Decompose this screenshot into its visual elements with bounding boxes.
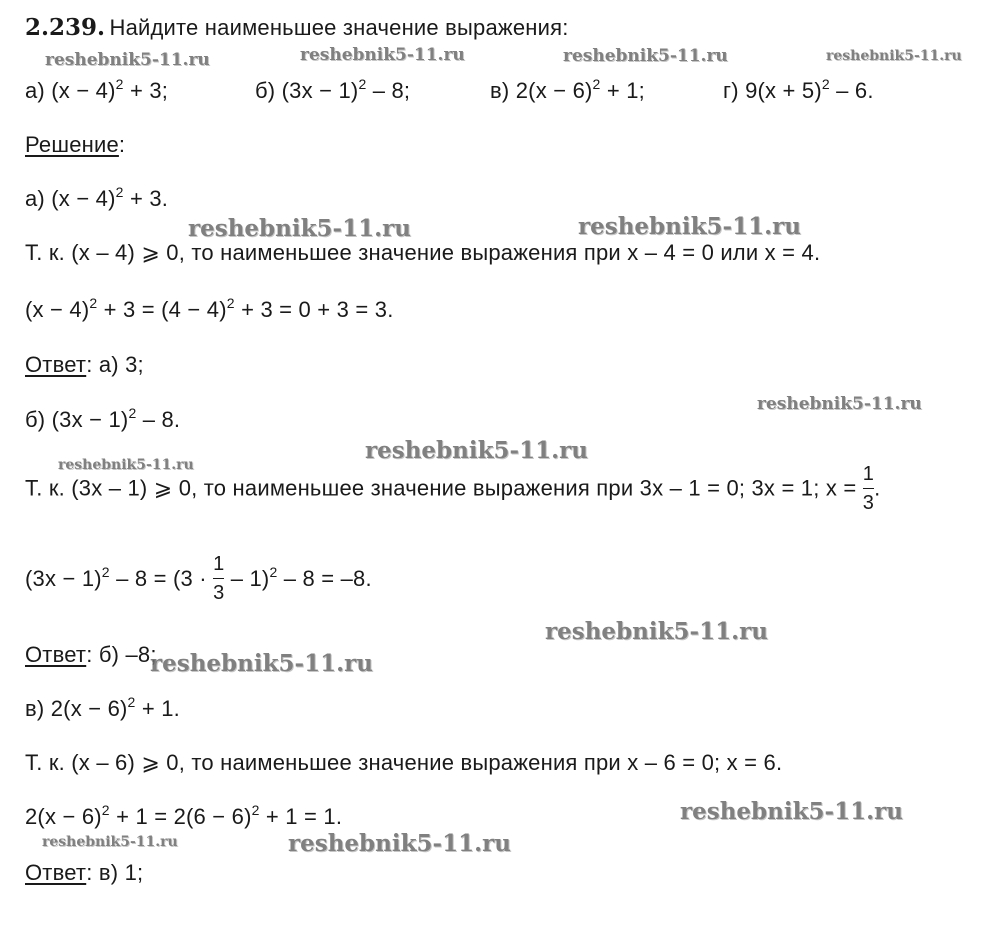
part-a-calculation: $(x - 4)^2 + 3 = (4 - 4)^2 + 3 = 0 + 3 = 3$. [25, 295, 394, 322]
option-a: а) $(x - 4)^2 + 3$; [25, 76, 169, 103]
watermark: reshebnik5-11.ru [58, 457, 194, 473]
option-b: б) $(3x - 1)^2 - 8$; [255, 76, 411, 103]
problem-header [25, 14, 569, 41]
watermark: reshebnik5-11.ru [826, 48, 962, 64]
watermark: reshebnik5-11.ru [188, 215, 411, 242]
problem-number: 2.239. [25, 14, 106, 41]
watermark: reshebnik5-11.ru [288, 830, 511, 857]
watermark: reshebnik5-11.ru [300, 45, 465, 65]
part-b-reason: Т. к. (3x – 1) ⩾ 0, то наименьшее значение выражения при 3x – 1 = 0; 3x = 1; x = $\frac{1}{3}$ . [25, 463, 881, 514]
part-b-calculation: $(3x - 1)^2 - 8 = (3$ · $\frac{1}{3}$ – 1)$^2$ – 8 = –8. [25, 553, 372, 604]
fraction: $\frac{1}{3}$ [213, 553, 225, 604]
option-g: г) $9(x + 5)^2 - 6$. [723, 76, 874, 103]
watermark: reshebnik5-11.ru [150, 650, 373, 677]
watermark: reshebnik5-11.ru [545, 618, 768, 645]
part-v-expression: в) $2(x - 6)^2 + 1$. [25, 694, 180, 721]
fraction: $\frac{1}{3}$ [862, 463, 875, 514]
watermark: reshebnik5-11.ru [365, 437, 588, 464]
part-a-reason: Т. к. (x – 4) ⩾ 0, то наименьшее значение выражения при x – 4 = 0 или x = 4. [25, 240, 821, 265]
part-b-expression: б) $(3x - 1)^2 - 8$. [25, 405, 181, 432]
solution-heading: Решение: [25, 132, 126, 157]
part-b-answer: Ответ: б) –8; [25, 642, 157, 667]
watermark: reshebnik5-11.ru [578, 213, 801, 240]
part-a-expression: а) $(x - 4)^2 + 3$. [25, 184, 169, 211]
problem-statement: Найдите наименьшее значение выражения: [109, 15, 569, 40]
watermark: reshebnik5-11.ru [757, 394, 922, 414]
part-v-calculation: $2(x - 6)^2 + 1 = 2(6 - 6)^2 + 1 = 1$. [25, 802, 343, 829]
watermark: reshebnik5-11.ru [42, 834, 178, 850]
watermark: reshebnik5-11.ru [45, 50, 210, 70]
option-v: в) $2(x - 6)^2 + 1$; [490, 76, 645, 103]
part-a-answer: Ответ: а) 3; [25, 352, 144, 377]
part-v-answer: Ответ: в) 1; [25, 860, 144, 885]
watermark: reshebnik5-11.ru [563, 46, 728, 66]
watermark: reshebnik5-11.ru [680, 798, 903, 825]
part-v-reason: Т. к. (x – 6) ⩾ 0, то наименьшее значение выражения при x – 6 = 0; x = 6. [25, 750, 783, 775]
